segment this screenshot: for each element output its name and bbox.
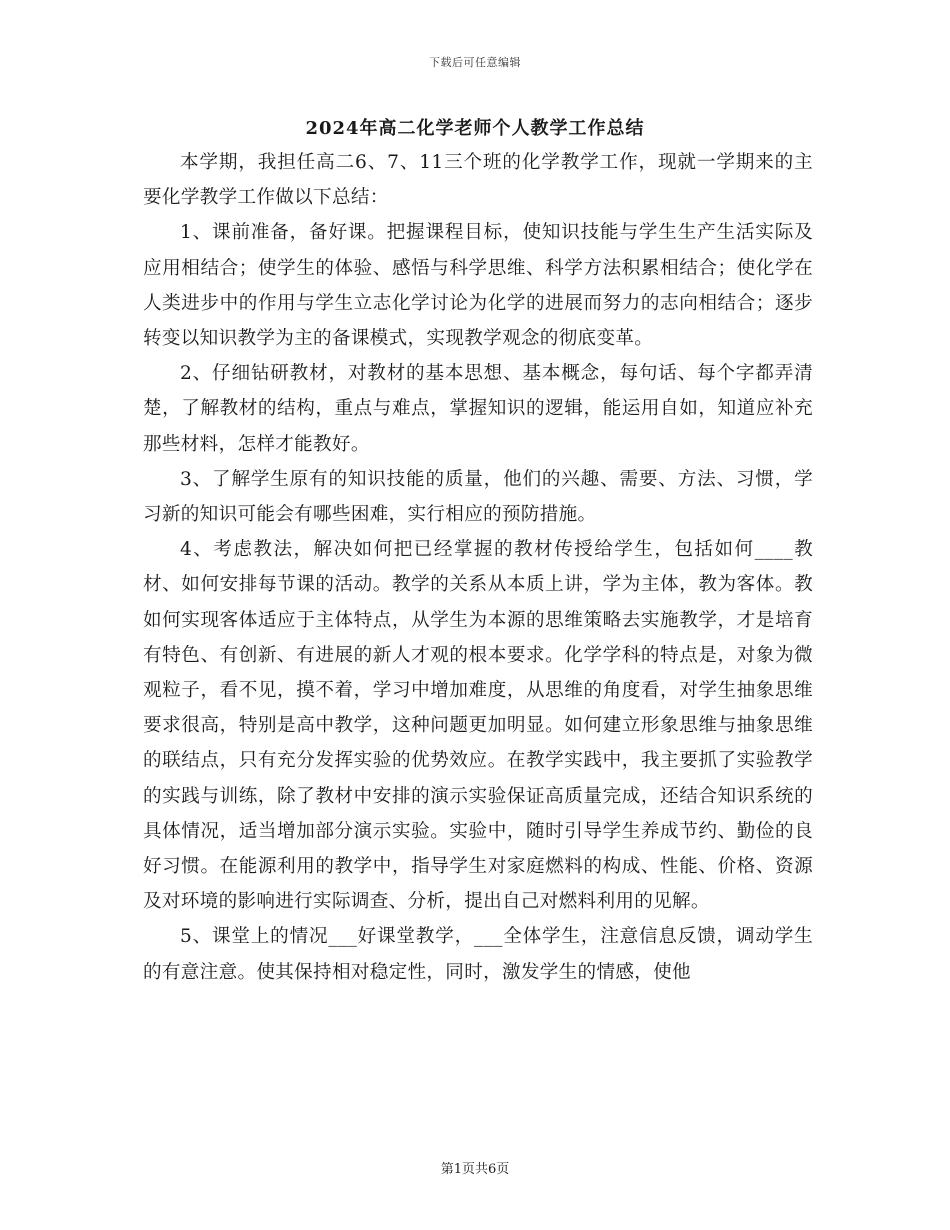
paragraph-item-1: 1、课前准备，备好课。把握课程目标，使知识技能与学生生产生活实际及应用相结合；使学生的体验、感悟与科学思维、科学方法积累相结合；使化学在人类进步中的作用与学生立志化学讨论为化学的进展而努力的志向相结合；逐步转变以知识教学为主的备课模式，实现教学观念的彻底变革。 (143, 222, 813, 350)
document-body (143, 145, 813, 990)
page-header-note: 下载后可任意编辑 (429, 56, 521, 69)
paragraph-intro: 本学期，我担任高二6、7、11三个班的化学教学工作，现就一学期来的主要化学教学工作做以下总结： (143, 152, 813, 209)
document-title: 2024年高二化学老师个人教学工作总结 (305, 118, 645, 139)
page-number: 第1页共6页 (440, 1162, 510, 1177)
paragraph-item-5: 5、课堂上的情况___好课堂教学，___全体学生，注意信息反馈，调动学生的有意注意。使其保持相对稳定性，同时，激发学生的情感，使他 (143, 926, 813, 983)
paragraph-item-2: 2、仔细钻研教材，对教材的基本思想、基本概念，每句话、每个字都弄清楚，了解教材的结构，重点与难点，掌握知识的逻辑，能运用自如，知道应补充那些材料，怎样才能教好。 (143, 363, 813, 455)
paragraph-item-3: 3、了解学生原有的知识技能的质量，他们的兴趣、需要、方法、习惯，学习新的知识可能会有哪些困难，实行相应的预防措施。 (143, 468, 813, 526)
paragraph-item-4: 4、考虑教法，解决如何把已经掌握的教材传授给学生，包括如何____教材、如何安排每节课的活动。教学的关系从本质上讲，学为主体，教为客体。教如何实现客体适应于主体特点，从学生为本源的思维策略去实施教学，才是培育有特色、有创新、有进展的新人才观的根本要求。化学学科的特点是，对象为微观粒子，看不见，摸不着，学习中增加难度，从思维的角度看，对学生抽象思维要求很高，特别是高中教学，这种问题更加明显。如何建立形象思维与抽象思维的联结点，只有充分发挥实验的优势效应。在教学实践中，我主要抓了实验教学的实践与训练，除了教材中安排的演示实验保证高质量完成，还结合知识系统的具体情况，适当增加部分演示实验。实验中，随时引导学生养成节约、勤俭的良好习惯。在能源利用的教学中，指导学生对家庭燃料的构成、性能、价格、资源及对环境的影响进行实际调查、分析，提出自己对燃料利用的见解。 (143, 539, 813, 913)
